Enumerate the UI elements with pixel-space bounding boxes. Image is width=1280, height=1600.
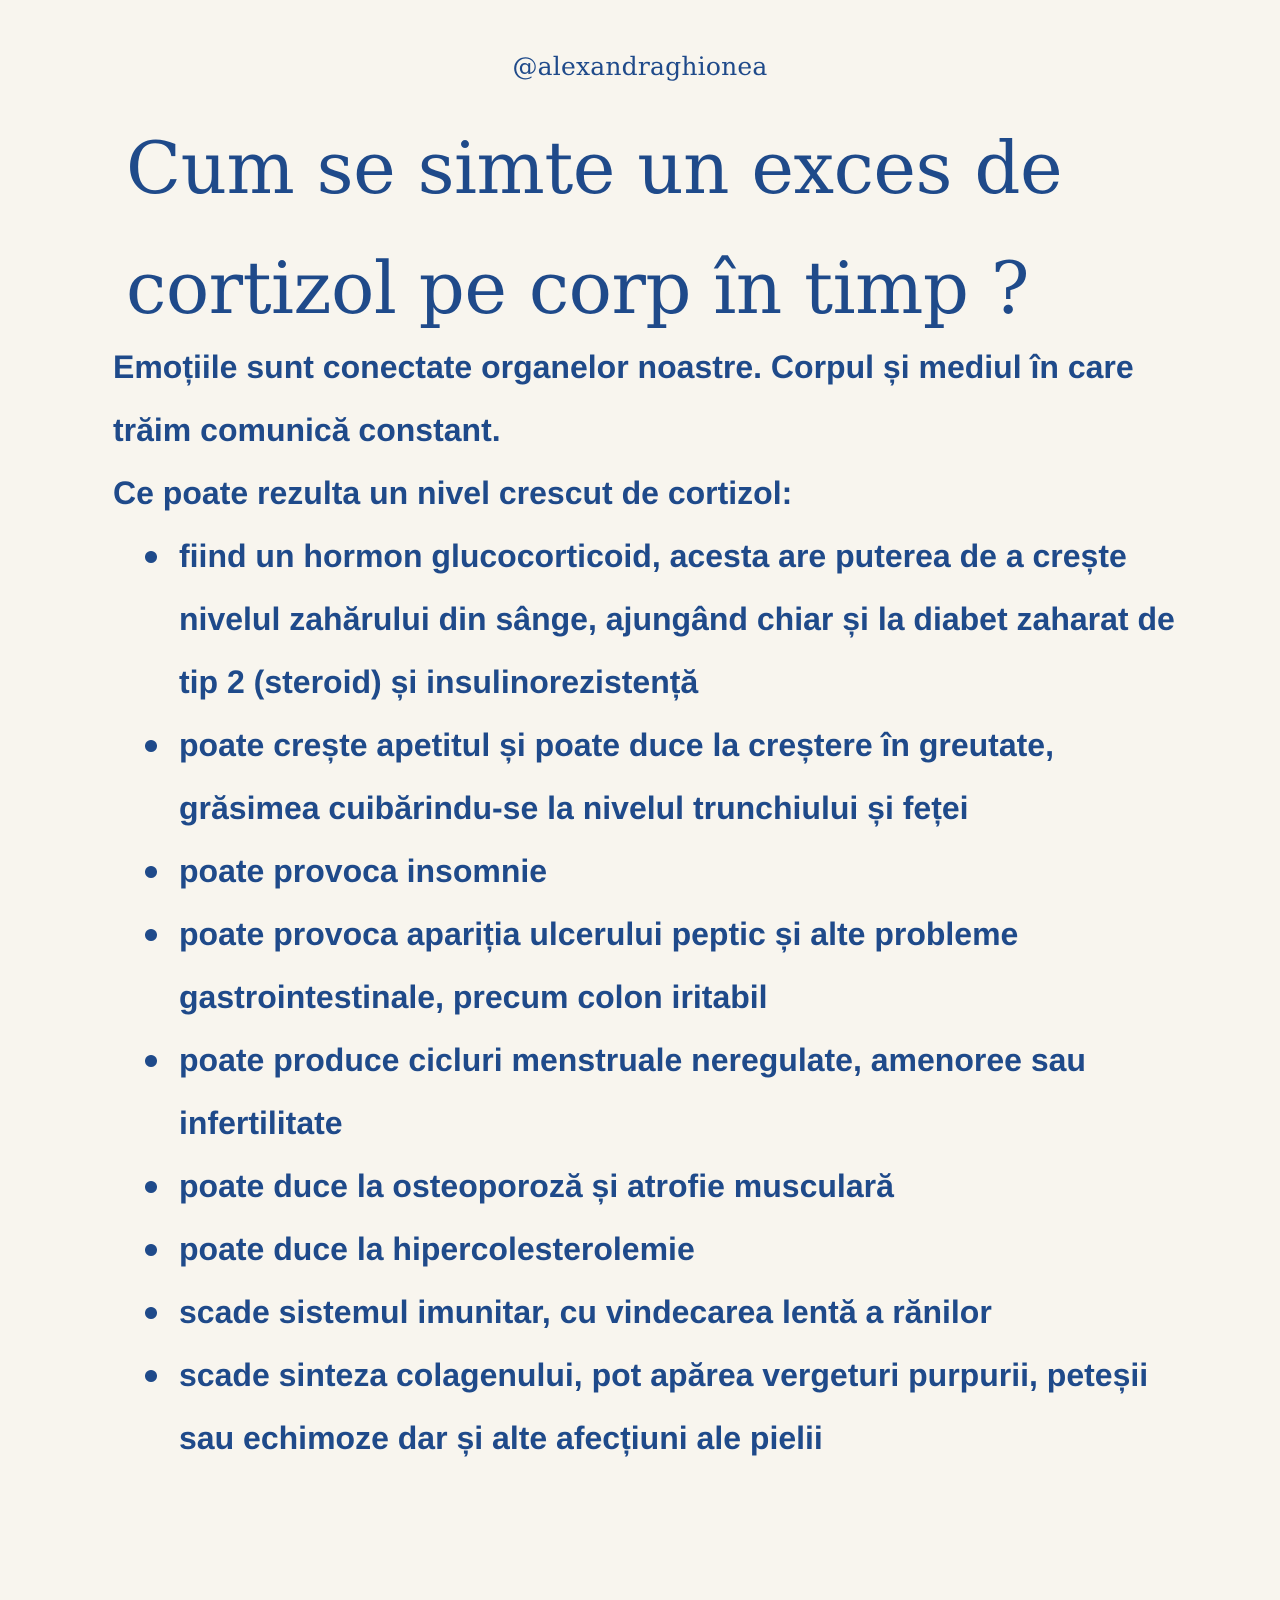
bullet-icon bbox=[145, 1181, 157, 1193]
list-item bbox=[113, 1218, 1203, 1281]
list-item-text: scade sistemul imunitar, cu vindecarea lentă a rănilor bbox=[179, 1294, 992, 1330]
list-item-text: poate crește apetitul și poate duce la creștere în greutate, grăsimea cuibărindu-se la nivelul trunchiului și feței bbox=[179, 727, 1054, 826]
list-item bbox=[113, 1281, 1203, 1344]
list-item-text: fiind un hormon glucocorticoid, acesta are puterea de a crește nivelul zahărului din sânge, ajungând chiar și la diabet zaharat de tip 2 (steroid) și insulinorezistență bbox=[179, 538, 1175, 700]
list-item bbox=[113, 714, 1203, 840]
list-item-text: poate duce la hipercolesterolemie bbox=[179, 1231, 695, 1267]
bullet-icon bbox=[145, 1370, 157, 1382]
bullet-icon bbox=[145, 551, 157, 563]
article-body bbox=[113, 336, 1203, 1470]
bullet-icon bbox=[145, 1244, 157, 1256]
list-item bbox=[113, 840, 1203, 903]
list-item bbox=[113, 1155, 1203, 1218]
bullet-icon bbox=[145, 740, 157, 752]
list-item-text: poate provoca insomnie bbox=[179, 853, 548, 889]
list-item-text: poate duce la osteoporoză și atrofie musculară bbox=[179, 1168, 894, 1204]
bullet-icon bbox=[145, 1307, 157, 1319]
list-item bbox=[113, 525, 1203, 714]
bullet-icon bbox=[145, 866, 157, 878]
list-item-text: poate provoca apariția ulcerului peptic și alte probleme gastrointestinale, precum colon iritabil bbox=[179, 916, 1019, 1015]
list-item bbox=[113, 903, 1203, 1029]
effects-list bbox=[113, 525, 1203, 1470]
author-handle: @alexandraghionea bbox=[512, 52, 768, 81]
bullet-icon bbox=[145, 929, 157, 941]
bullet-icon bbox=[145, 1055, 157, 1067]
list-item bbox=[113, 1029, 1203, 1155]
page-title: Cum se simte un exces de cortizol pe corp în timp ? bbox=[126, 126, 1063, 330]
list-item-text: scade sinteza colagenului, pot apărea vergeturi purpurii, peteșii sau echimoze dar și alte afecțiuni ale pielii bbox=[179, 1357, 1149, 1456]
list-item bbox=[113, 1344, 1203, 1470]
intro-paragraph: Emoțiile sunt conectate organelor noastre. Corpul și mediul în care trăim comunică constant. bbox=[113, 349, 1134, 448]
list-heading: Ce poate rezulta un nivel crescut de cortizol: bbox=[113, 475, 793, 511]
list-item-text: poate produce cicluri menstruale neregulate, amenoree sau infertilitate bbox=[179, 1042, 1086, 1141]
